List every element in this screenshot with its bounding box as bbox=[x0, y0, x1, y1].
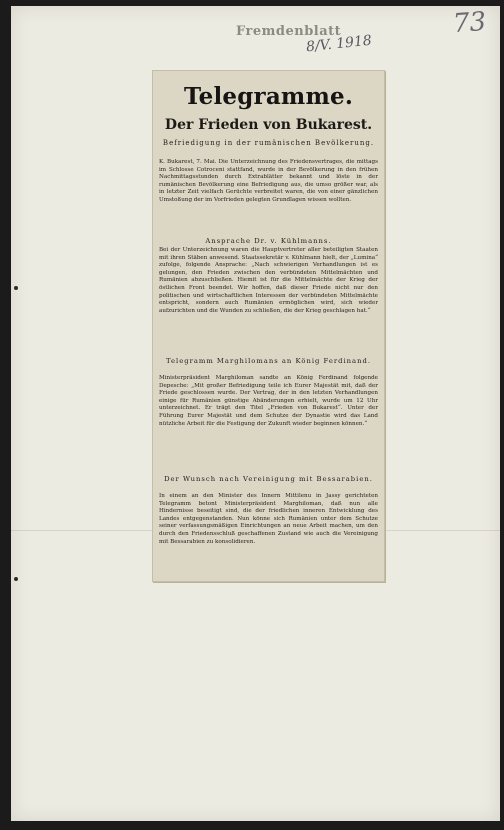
section-paragraph: In einem an den Minister des Innern Mittilenu in Jassy gerichteten Telegramm betont Ministerpräsident Marghiloman, daß nun alle Hindernisse beseitigt sind, die der friedlichen inneren Entwicklung des Landes entgegenstanden. Nun könne sich Rumänien unter dem Schutze seiner verfassungsmäßigen Einrichtungen an neue Arbeit machen, um den durch den Friedensschluß geschaffenen Zustand wie auch die Vereinigung mit Bessarabien zu konsolidieren. bbox=[159, 493, 378, 545]
section-heading: Der Wunsch nach Vereinigung mit Bessarabien. bbox=[164, 475, 373, 483]
clipping-headline: Telegramme. bbox=[183, 83, 354, 110]
section-paragraph: Bei der Unterzeichnung waren die Hauptvertreter aller beteiligten Staaten mit ihren Stäben anwesend. Staatssekretär v. Kühlmann hielt, der „Lumina“ zufolge, folgende Ansprache: „Nach schwierigen Verhandlungen ist es gelungen, den Frieden zwischen den verbündeten Mittelmächten und Rumänien abzuschließen. Hiemit ist für die Mittelmächte der Krieg der östlichen Front beendet. Wir hoffen, daß dieser Friede nicht nur den politischen und wirtschaftlichen Interessen der verbündeten Mittelmächte entspricht, sondern auch Rumänien ermöglichen wird, sich wieder aufzurichten und die Wunden zu schließen, die der Krieg geschlagen hat.“ bbox=[159, 247, 378, 314]
archive-number: 73 bbox=[451, 6, 488, 40]
punch-hole bbox=[14, 286, 18, 290]
clipping-subheadline: Der Frieden von Bukarest. bbox=[164, 117, 373, 133]
newspaper-clipping bbox=[152, 70, 385, 582]
section-paragraph: Ministerpräsident Marghiloman sandte an König Ferdinand folgende Depesche: „Mit großer Befriedigung teile ich Eurer Majestät mit, daß der Friede geschlossen wurde. Der Vertrag, der in den letzten Verhandlungen einige für Rumänien günstige Abänderungen erhielt, wurde um 12 Uhr unterzeichnet. Er trägt den Titel „Frieden von Bukarest“. Unter der Führung Eurer Majestät und dem Schutze der Dynastie wird das Land nützliche Arbeit für die Festigung der Zukunft wieder beginnen können.“ bbox=[159, 375, 378, 427]
lead-paragraph: K. Bukarest, 7. Mai. Die Unterzeichnung des Friedensvertrages, die mittags im Schlosse Cotroceni stattfand, wurde in der Bevölkerung in den frühen Nachmittagsstunden durch Extrablätter bekannt und löste in der rumänischen Bevölkerung eine Befriedigung aus, die umso größer war, als in letzter Zeit vielfach Gerüchte verbreitet waren, die von einer gänzlichen Umstoßung der im Vorfrieden gelegten Grundlagen wissen wollten. bbox=[159, 159, 378, 203]
punch-hole bbox=[14, 577, 18, 581]
handwritten-date: 8/V. 1918 bbox=[305, 32, 373, 56]
newspaper-stamp: Fremdenblatt bbox=[236, 24, 342, 39]
clipping-kicker: Befriedigung in der rumänischen Bevölkerung. bbox=[162, 139, 375, 147]
section-heading: Ansprache Dr. v. Kühlmanns. bbox=[205, 237, 332, 245]
section-heading: Telegramm Marghilomans an König Ferdinand. bbox=[166, 357, 371, 365]
